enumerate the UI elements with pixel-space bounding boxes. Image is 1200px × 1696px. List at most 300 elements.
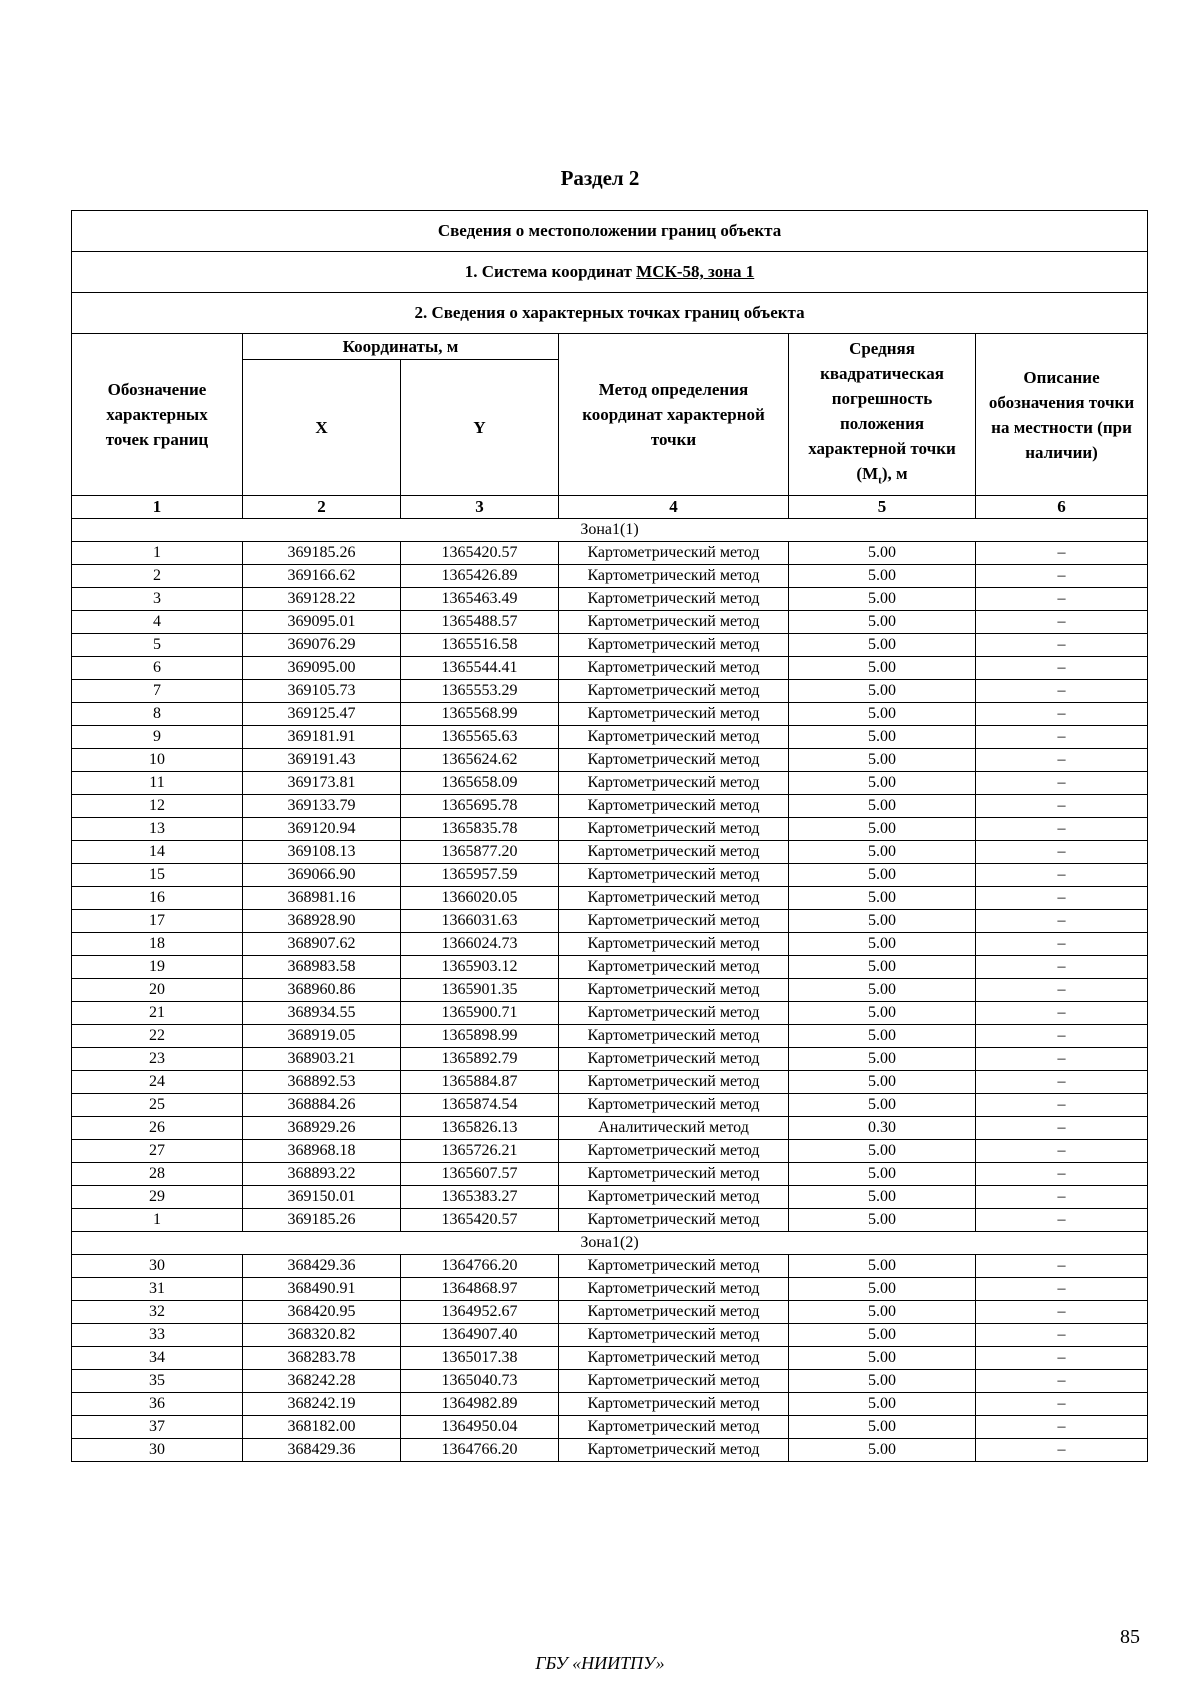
x-coordinate-cell: 368490.91 xyxy=(243,1278,401,1301)
method-cell: Картометрический метод xyxy=(559,703,789,726)
error-cell: 5.00 xyxy=(789,1186,976,1209)
description-cell: – xyxy=(976,542,1148,565)
point-id-cell: 30 xyxy=(72,1439,243,1462)
description-cell: – xyxy=(976,795,1148,818)
method-cell: Картометрический метод xyxy=(559,542,789,565)
y-coordinate-cell: 1365826.13 xyxy=(401,1117,559,1140)
method-cell: Картометрический метод xyxy=(559,1393,789,1416)
y-coordinate-cell: 1365426.89 xyxy=(401,565,559,588)
y-coordinate-cell: 1364766.20 xyxy=(401,1439,559,1462)
point-id-cell: 14 xyxy=(72,841,243,864)
point-id-cell: 36 xyxy=(72,1393,243,1416)
x-coordinate-cell: 369185.26 xyxy=(243,1209,401,1232)
table-row xyxy=(72,1255,1148,1278)
header-designation: Обозначение характерных точек границ xyxy=(72,334,243,496)
error-cell: 5.00 xyxy=(789,864,976,887)
x-coordinate-cell: 368283.78 xyxy=(243,1347,401,1370)
error-cell: 5.00 xyxy=(789,1163,976,1186)
error-cell: 5.00 xyxy=(789,1301,976,1324)
header-coordinates: Координаты, м xyxy=(243,334,559,360)
method-cell: Картометрический метод xyxy=(559,979,789,1002)
point-id-cell: 30 xyxy=(72,1255,243,1278)
table-row xyxy=(72,1117,1148,1140)
method-cell: Картометрический метод xyxy=(559,1140,789,1163)
y-coordinate-cell: 1366024.73 xyxy=(401,933,559,956)
table-row xyxy=(72,1278,1148,1301)
method-cell: Картометрический метод xyxy=(559,1186,789,1209)
method-cell: Картометрический метод xyxy=(559,1439,789,1462)
method-cell: Картометрический метод xyxy=(559,1163,789,1186)
point-id-cell: 34 xyxy=(72,1347,243,1370)
x-coordinate-cell: 369150.01 xyxy=(243,1186,401,1209)
error-cell: 5.00 xyxy=(789,1347,976,1370)
y-coordinate-cell: 1365420.57 xyxy=(401,1209,559,1232)
method-cell: Картометрический метод xyxy=(559,657,789,680)
error-cell: 5.00 xyxy=(789,1255,976,1278)
point-id-cell: 22 xyxy=(72,1025,243,1048)
description-cell: – xyxy=(976,979,1148,1002)
point-id-cell: 3 xyxy=(72,588,243,611)
error-cell: 5.00 xyxy=(789,1416,976,1439)
description-cell: – xyxy=(976,1301,1148,1324)
description-cell: – xyxy=(976,1347,1148,1370)
x-coordinate-cell: 369191.43 xyxy=(243,749,401,772)
error-cell: 5.00 xyxy=(789,611,976,634)
method-cell: Картометрический метод xyxy=(559,726,789,749)
table-row xyxy=(72,1002,1148,1025)
description-cell: – xyxy=(976,864,1148,887)
y-coordinate-cell: 1365695.78 xyxy=(401,795,559,818)
table-row xyxy=(72,1439,1148,1462)
x-coordinate-cell: 369105.73 xyxy=(243,680,401,703)
y-coordinate-cell: 1365884.87 xyxy=(401,1071,559,1094)
table-row xyxy=(72,588,1148,611)
method-cell: Картометрический метод xyxy=(559,680,789,703)
header-y: Y xyxy=(401,360,559,496)
error-cell: 5.00 xyxy=(789,680,976,703)
x-coordinate-cell: 368420.95 xyxy=(243,1301,401,1324)
zone-label: Зона1(1) xyxy=(72,519,1148,542)
method-cell: Картометрический метод xyxy=(559,1002,789,1025)
y-coordinate-cell: 1365516.58 xyxy=(401,634,559,657)
method-cell: Картометрический метод xyxy=(559,818,789,841)
points-heading: 2. Сведения о характерных точках границ объекта xyxy=(72,293,1148,334)
y-coordinate-cell: 1365420.57 xyxy=(401,542,559,565)
table-row xyxy=(72,657,1148,680)
method-cell: Картометрический метод xyxy=(559,1324,789,1347)
x-coordinate-cell: 368242.19 xyxy=(243,1393,401,1416)
table-row xyxy=(72,1301,1148,1324)
point-id-cell: 23 xyxy=(72,1048,243,1071)
x-coordinate-cell: 369125.47 xyxy=(243,703,401,726)
x-coordinate-cell: 368903.21 xyxy=(243,1048,401,1071)
method-cell: Картометрический метод xyxy=(559,887,789,910)
x-coordinate-cell: 369133.79 xyxy=(243,795,401,818)
point-id-cell: 1 xyxy=(72,1209,243,1232)
error-cell: 5.00 xyxy=(789,1393,976,1416)
column-number: 4 xyxy=(559,496,789,519)
point-id-cell: 32 xyxy=(72,1301,243,1324)
y-coordinate-cell: 1365658.09 xyxy=(401,772,559,795)
description-cell: – xyxy=(976,933,1148,956)
x-coordinate-cell: 368968.18 xyxy=(243,1140,401,1163)
description-cell: – xyxy=(976,841,1148,864)
column-number: 2 xyxy=(243,496,401,519)
x-coordinate-cell: 369066.90 xyxy=(243,864,401,887)
method-cell: Картометрический метод xyxy=(559,1094,789,1117)
error-cell: 5.00 xyxy=(789,956,976,979)
point-id-cell: 33 xyxy=(72,1324,243,1347)
zone-header-row xyxy=(72,519,1148,542)
table-row xyxy=(72,1347,1148,1370)
x-coordinate-cell: 368893.22 xyxy=(243,1163,401,1186)
method-cell: Картометрический метод xyxy=(559,1209,789,1232)
error-cell: 5.00 xyxy=(789,795,976,818)
y-coordinate-cell: 1365877.20 xyxy=(401,841,559,864)
point-id-cell: 12 xyxy=(72,795,243,818)
description-cell: – xyxy=(976,772,1148,795)
table-row xyxy=(72,542,1148,565)
point-id-cell: 4 xyxy=(72,611,243,634)
y-coordinate-cell: 1365903.12 xyxy=(401,956,559,979)
error-cell: 5.00 xyxy=(789,1002,976,1025)
x-coordinate-cell: 368960.86 xyxy=(243,979,401,1002)
x-coordinate-cell: 368429.36 xyxy=(243,1255,401,1278)
method-cell: Картометрический метод xyxy=(559,1025,789,1048)
y-coordinate-cell: 1365957.59 xyxy=(401,864,559,887)
error-cell: 5.00 xyxy=(789,588,976,611)
coordinate-system-prefix: 1. Система координат xyxy=(464,262,637,281)
description-cell: – xyxy=(976,1163,1148,1186)
y-coordinate-cell: 1365607.57 xyxy=(401,1163,559,1186)
coordinate-system xyxy=(72,252,1148,293)
x-coordinate-cell: 369185.26 xyxy=(243,542,401,565)
error-cell: 5.00 xyxy=(789,1025,976,1048)
error-cell: 5.00 xyxy=(789,657,976,680)
description-cell: – xyxy=(976,1255,1148,1278)
table-row xyxy=(72,1209,1148,1232)
zone-header-row xyxy=(72,1232,1148,1255)
zone-label: Зона1(2) xyxy=(72,1232,1148,1255)
y-coordinate-cell: 1364766.20 xyxy=(401,1255,559,1278)
method-cell: Картометрический метод xyxy=(559,1301,789,1324)
table-row xyxy=(72,841,1148,864)
error-cell: 5.00 xyxy=(789,933,976,956)
point-id-cell: 6 xyxy=(72,657,243,680)
description-cell: – xyxy=(976,1071,1148,1094)
y-coordinate-cell: 1364982.89 xyxy=(401,1393,559,1416)
point-id-cell: 25 xyxy=(72,1094,243,1117)
description-cell: – xyxy=(976,1439,1148,1462)
method-cell: Картометрический метод xyxy=(559,1071,789,1094)
table-row xyxy=(72,956,1148,979)
y-coordinate-cell: 1366020.05 xyxy=(401,887,559,910)
error-cell: 5.00 xyxy=(789,542,976,565)
description-cell: – xyxy=(976,611,1148,634)
description-cell: – xyxy=(976,749,1148,772)
point-id-cell: 9 xyxy=(72,726,243,749)
method-cell: Картометрический метод xyxy=(559,749,789,772)
description-cell: – xyxy=(976,680,1148,703)
description-cell: – xyxy=(976,887,1148,910)
error-cell: 5.00 xyxy=(789,979,976,1002)
point-id-cell: 20 xyxy=(72,979,243,1002)
footer-organization: ГБУ «НИИТПУ» xyxy=(535,1653,665,1673)
description-cell: – xyxy=(976,1117,1148,1140)
x-coordinate-cell: 369076.29 xyxy=(243,634,401,657)
x-coordinate-cell: 369095.01 xyxy=(243,611,401,634)
method-cell: Картометрический метод xyxy=(559,1255,789,1278)
y-coordinate-cell: 1365726.21 xyxy=(401,1140,559,1163)
method-cell: Картометрический метод xyxy=(559,1347,789,1370)
table-title: Сведения о местоположении границ объекта xyxy=(72,211,1148,252)
point-id-cell: 26 xyxy=(72,1117,243,1140)
point-id-cell: 8 xyxy=(72,703,243,726)
y-coordinate-cell: 1365463.49 xyxy=(401,588,559,611)
x-coordinate-cell: 369166.62 xyxy=(243,565,401,588)
table-row xyxy=(72,1094,1148,1117)
point-id-cell: 16 xyxy=(72,887,243,910)
header-method: Метод определения координат характерной точки xyxy=(559,334,789,496)
point-id-cell: 29 xyxy=(72,1186,243,1209)
description-cell: – xyxy=(976,588,1148,611)
description-cell: – xyxy=(976,1094,1148,1117)
method-cell: Картометрический метод xyxy=(559,956,789,979)
x-coordinate-cell: 369181.91 xyxy=(243,726,401,749)
y-coordinate-cell: 1364950.04 xyxy=(401,1416,559,1439)
method-cell: Картометрический метод xyxy=(559,565,789,588)
y-coordinate-cell: 1365544.41 xyxy=(401,657,559,680)
y-coordinate-cell: 1365040.73 xyxy=(401,1370,559,1393)
description-cell: – xyxy=(976,1140,1148,1163)
header-description: Описание обозначения точки на местности (при наличии) xyxy=(976,334,1148,496)
method-cell: Картометрический метод xyxy=(559,1048,789,1071)
error-cell: 5.00 xyxy=(789,749,976,772)
method-cell: Картометрический метод xyxy=(559,795,789,818)
error-cell: 5.00 xyxy=(789,634,976,657)
table-row xyxy=(72,1140,1148,1163)
column-number: 5 xyxy=(789,496,976,519)
point-id-cell: 37 xyxy=(72,1416,243,1439)
table-row xyxy=(72,1416,1148,1439)
table-row xyxy=(72,772,1148,795)
x-coordinate-cell: 368983.58 xyxy=(243,956,401,979)
description-cell: – xyxy=(976,1209,1148,1232)
page-number: 85 xyxy=(1120,1626,1140,1648)
description-cell: – xyxy=(976,1186,1148,1209)
y-coordinate-cell: 1365565.63 xyxy=(401,726,559,749)
description-cell: – xyxy=(976,1048,1148,1071)
table-row xyxy=(72,611,1148,634)
description-cell: – xyxy=(976,1393,1148,1416)
error-cell: 5.00 xyxy=(789,1439,976,1462)
method-cell: Картометрический метод xyxy=(559,588,789,611)
table-row xyxy=(72,910,1148,933)
description-cell: – xyxy=(976,1370,1148,1393)
column-number: 6 xyxy=(976,496,1148,519)
point-id-cell: 18 xyxy=(72,933,243,956)
x-coordinate-cell: 368981.16 xyxy=(243,887,401,910)
method-cell: Картометрический метод xyxy=(559,611,789,634)
coordinate-system-value: МСК-58, зона 1 xyxy=(636,262,755,281)
point-id-cell: 7 xyxy=(72,680,243,703)
table-row xyxy=(72,979,1148,1002)
y-coordinate-cell: 1365835.78 xyxy=(401,818,559,841)
column-number: 1 xyxy=(72,496,243,519)
y-coordinate-cell: 1365624.62 xyxy=(401,749,559,772)
y-coordinate-cell: 1364952.67 xyxy=(401,1301,559,1324)
x-coordinate-cell: 368934.55 xyxy=(243,1002,401,1025)
y-coordinate-cell: 1365383.27 xyxy=(401,1186,559,1209)
table-row xyxy=(72,565,1148,588)
x-coordinate-cell: 368919.05 xyxy=(243,1025,401,1048)
y-coordinate-cell: 1365874.54 xyxy=(401,1094,559,1117)
error-cell: 5.00 xyxy=(789,1324,976,1347)
table-row xyxy=(72,1071,1148,1094)
y-coordinate-cell: 1365568.99 xyxy=(401,703,559,726)
description-cell: – xyxy=(976,634,1148,657)
y-coordinate-cell: 1365553.29 xyxy=(401,680,559,703)
method-cell: Картометрический метод xyxy=(559,933,789,956)
error-cell: 5.00 xyxy=(789,910,976,933)
header-error-subscript: t xyxy=(878,474,882,487)
x-coordinate-cell: 368907.62 xyxy=(243,933,401,956)
error-cell: 5.00 xyxy=(789,565,976,588)
table-row xyxy=(72,1324,1148,1347)
description-cell: – xyxy=(976,910,1148,933)
error-cell: 5.00 xyxy=(789,1071,976,1094)
header-x: X xyxy=(243,360,401,496)
x-coordinate-cell: 369120.94 xyxy=(243,818,401,841)
x-coordinate-cell: 368182.00 xyxy=(243,1416,401,1439)
point-id-cell: 31 xyxy=(72,1278,243,1301)
x-coordinate-cell: 369108.13 xyxy=(243,841,401,864)
description-cell: – xyxy=(976,818,1148,841)
method-cell: Аналитический метод xyxy=(559,1117,789,1140)
error-cell: 5.00 xyxy=(789,841,976,864)
table-row xyxy=(72,1393,1148,1416)
table-row xyxy=(72,1048,1148,1071)
y-coordinate-cell: 1365901.35 xyxy=(401,979,559,1002)
x-coordinate-cell: 368892.53 xyxy=(243,1071,401,1094)
error-cell: 5.00 xyxy=(789,887,976,910)
y-coordinate-cell: 1365488.57 xyxy=(401,611,559,634)
table-row xyxy=(72,1025,1148,1048)
point-id-cell: 10 xyxy=(72,749,243,772)
error-cell: 0.30 xyxy=(789,1117,976,1140)
method-cell: Картометрический метод xyxy=(559,634,789,657)
y-coordinate-cell: 1365900.71 xyxy=(401,1002,559,1025)
error-cell: 5.00 xyxy=(789,818,976,841)
table-row xyxy=(72,634,1148,657)
point-id-cell: 13 xyxy=(72,818,243,841)
x-coordinate-cell: 368242.28 xyxy=(243,1370,401,1393)
header-error-tail: ), м xyxy=(881,463,908,483)
point-id-cell: 19 xyxy=(72,956,243,979)
error-cell: 5.00 xyxy=(789,1370,976,1393)
table-row xyxy=(72,726,1148,749)
point-id-cell: 2 xyxy=(72,565,243,588)
description-cell: – xyxy=(976,956,1148,979)
table-row xyxy=(72,1163,1148,1186)
header-error xyxy=(789,334,976,496)
description-cell: – xyxy=(976,1002,1148,1025)
point-id-cell: 35 xyxy=(72,1370,243,1393)
point-id-cell: 27 xyxy=(72,1140,243,1163)
method-cell: Картометрический метод xyxy=(559,1416,789,1439)
table-row xyxy=(72,1370,1148,1393)
table-row xyxy=(72,887,1148,910)
method-cell: Картометрический метод xyxy=(559,1370,789,1393)
table-row xyxy=(72,933,1148,956)
table-row xyxy=(72,795,1148,818)
description-cell: – xyxy=(976,1324,1148,1347)
error-cell: 5.00 xyxy=(789,1094,976,1117)
y-coordinate-cell: 1365017.38 xyxy=(401,1347,559,1370)
y-coordinate-cell: 1365892.79 xyxy=(401,1048,559,1071)
x-coordinate-cell: 368429.36 xyxy=(243,1439,401,1462)
x-coordinate-cell: 368320.82 xyxy=(243,1324,401,1347)
description-cell: – xyxy=(976,1278,1148,1301)
x-coordinate-cell: 369095.00 xyxy=(243,657,401,680)
method-cell: Картометрический метод xyxy=(559,772,789,795)
point-id-cell: 1 xyxy=(72,542,243,565)
error-cell: 5.00 xyxy=(789,726,976,749)
point-id-cell: 24 xyxy=(72,1071,243,1094)
x-coordinate-cell: 368884.26 xyxy=(243,1094,401,1117)
method-cell: Картометрический метод xyxy=(559,864,789,887)
error-cell: 5.00 xyxy=(789,1140,976,1163)
point-id-cell: 28 xyxy=(72,1163,243,1186)
x-coordinate-cell: 368929.26 xyxy=(243,1117,401,1140)
error-cell: 5.00 xyxy=(789,772,976,795)
point-id-cell: 15 xyxy=(72,864,243,887)
error-cell: 5.00 xyxy=(789,1278,976,1301)
header-error-text: Средняя квадратическая погрешность положения характерной точки (M xyxy=(808,338,956,483)
table-row xyxy=(72,1186,1148,1209)
point-id-cell: 5 xyxy=(72,634,243,657)
section-title: Раздел 2 xyxy=(560,166,640,190)
table-row xyxy=(72,749,1148,772)
y-coordinate-cell: 1366031.63 xyxy=(401,910,559,933)
error-cell: 5.00 xyxy=(789,1048,976,1071)
x-coordinate-cell: 368928.90 xyxy=(243,910,401,933)
column-number: 3 xyxy=(401,496,559,519)
y-coordinate-cell: 1365898.99 xyxy=(401,1025,559,1048)
x-coordinate-cell: 369173.81 xyxy=(243,772,401,795)
point-id-cell: 21 xyxy=(72,1002,243,1025)
error-cell: 5.00 xyxy=(789,703,976,726)
description-cell: – xyxy=(976,726,1148,749)
point-id-cell: 17 xyxy=(72,910,243,933)
method-cell: Картометрический метод xyxy=(559,910,789,933)
error-cell: 5.00 xyxy=(789,1209,976,1232)
table-row xyxy=(72,703,1148,726)
table-row xyxy=(72,864,1148,887)
description-cell: – xyxy=(976,1416,1148,1439)
method-cell: Картометрический метод xyxy=(559,1278,789,1301)
table-row xyxy=(72,680,1148,703)
y-coordinate-cell: 1364868.97 xyxy=(401,1278,559,1301)
description-cell: – xyxy=(976,565,1148,588)
y-coordinate-cell: 1364907.40 xyxy=(401,1324,559,1347)
method-cell: Картометрический метод xyxy=(559,841,789,864)
description-cell: – xyxy=(976,703,1148,726)
x-coordinate-cell: 369128.22 xyxy=(243,588,401,611)
point-id-cell: 11 xyxy=(72,772,243,795)
boundary-points-table xyxy=(71,210,1148,1462)
description-cell: – xyxy=(976,1025,1148,1048)
